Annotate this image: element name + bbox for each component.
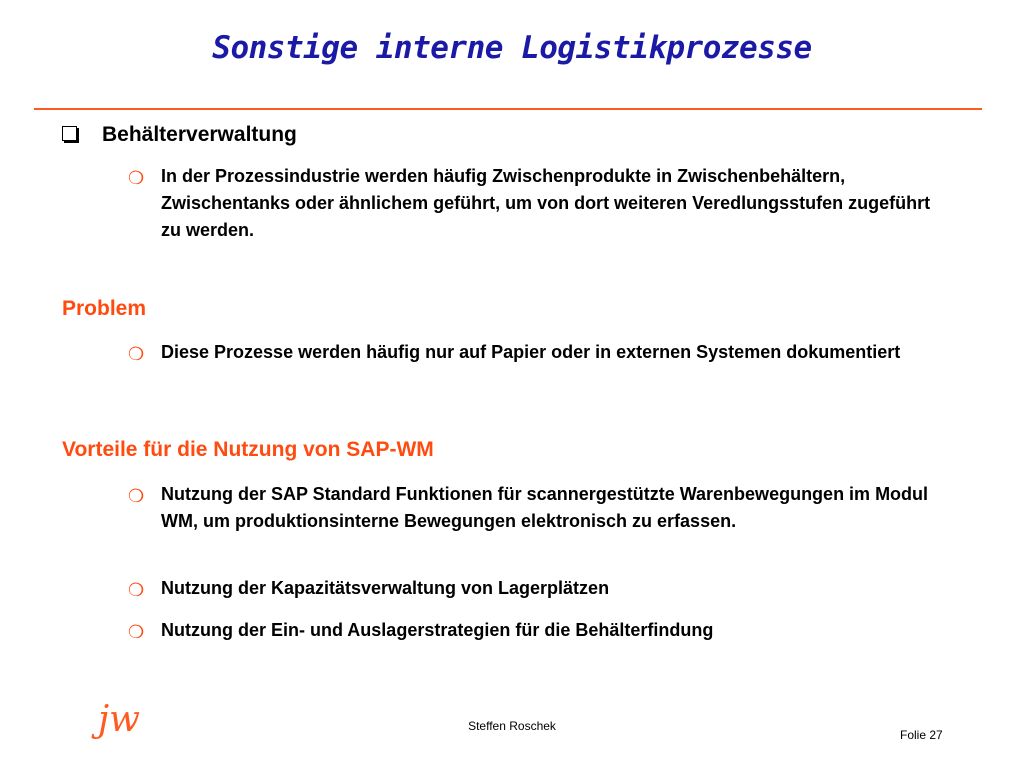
section-heading-vorteile: Vorteile für die Nutzung von SAP-WM bbox=[62, 438, 434, 461]
list-item bbox=[128, 481, 948, 535]
slide-title: Sonstige interne Logistikprozesse bbox=[212, 30, 812, 66]
checkbox-bullet-icon bbox=[62, 126, 77, 141]
list-item-text: Nutzung der Ein- und Auslagerstrategien für die Behälterfindung bbox=[161, 620, 714, 640]
open-circle-bullet-icon: ❍ bbox=[128, 622, 145, 642]
list-item bbox=[128, 163, 948, 244]
title-divider bbox=[34, 108, 982, 110]
section-heading-label: Behälterverwaltung bbox=[102, 123, 297, 146]
list-item bbox=[128, 575, 948, 602]
section-heading-problem: Problem bbox=[62, 297, 147, 320]
list-item-text: Nutzung der Kapazitätsverwaltung von Lagerplätzen bbox=[161, 578, 610, 598]
list-item-text: Nutzung der SAP Standard Funktionen für scannergestützte Warenbewegungen im Modul WM, um produktionsinterne Bewegungen elektronisch zu erfassen. bbox=[161, 484, 929, 531]
jw-logo: jw bbox=[98, 699, 140, 740]
slide-number: Folie 27 bbox=[900, 728, 943, 742]
list-item-text: In der Prozessindustrie werden häufig Zwischenprodukte in Zwischenbehältern, Zwischentanks oder ähnlichem geführt, um von dort weiteren Veredlungsstufen zugeführt zu werden. bbox=[161, 166, 931, 240]
footer-author: Steffen Roschek bbox=[468, 719, 556, 733]
open-circle-bullet-icon: ❍ bbox=[128, 344, 145, 364]
open-circle-bullet-icon: ❍ bbox=[128, 486, 145, 506]
list-item bbox=[128, 617, 948, 644]
open-circle-bullet-icon: ❍ bbox=[128, 580, 145, 600]
list-item-text: Diese Prozesse werden häufig nur auf Papier oder in externen Systemen dokumentiert bbox=[161, 342, 901, 362]
open-circle-bullet-icon: ❍ bbox=[128, 168, 145, 188]
list-item bbox=[128, 339, 948, 366]
